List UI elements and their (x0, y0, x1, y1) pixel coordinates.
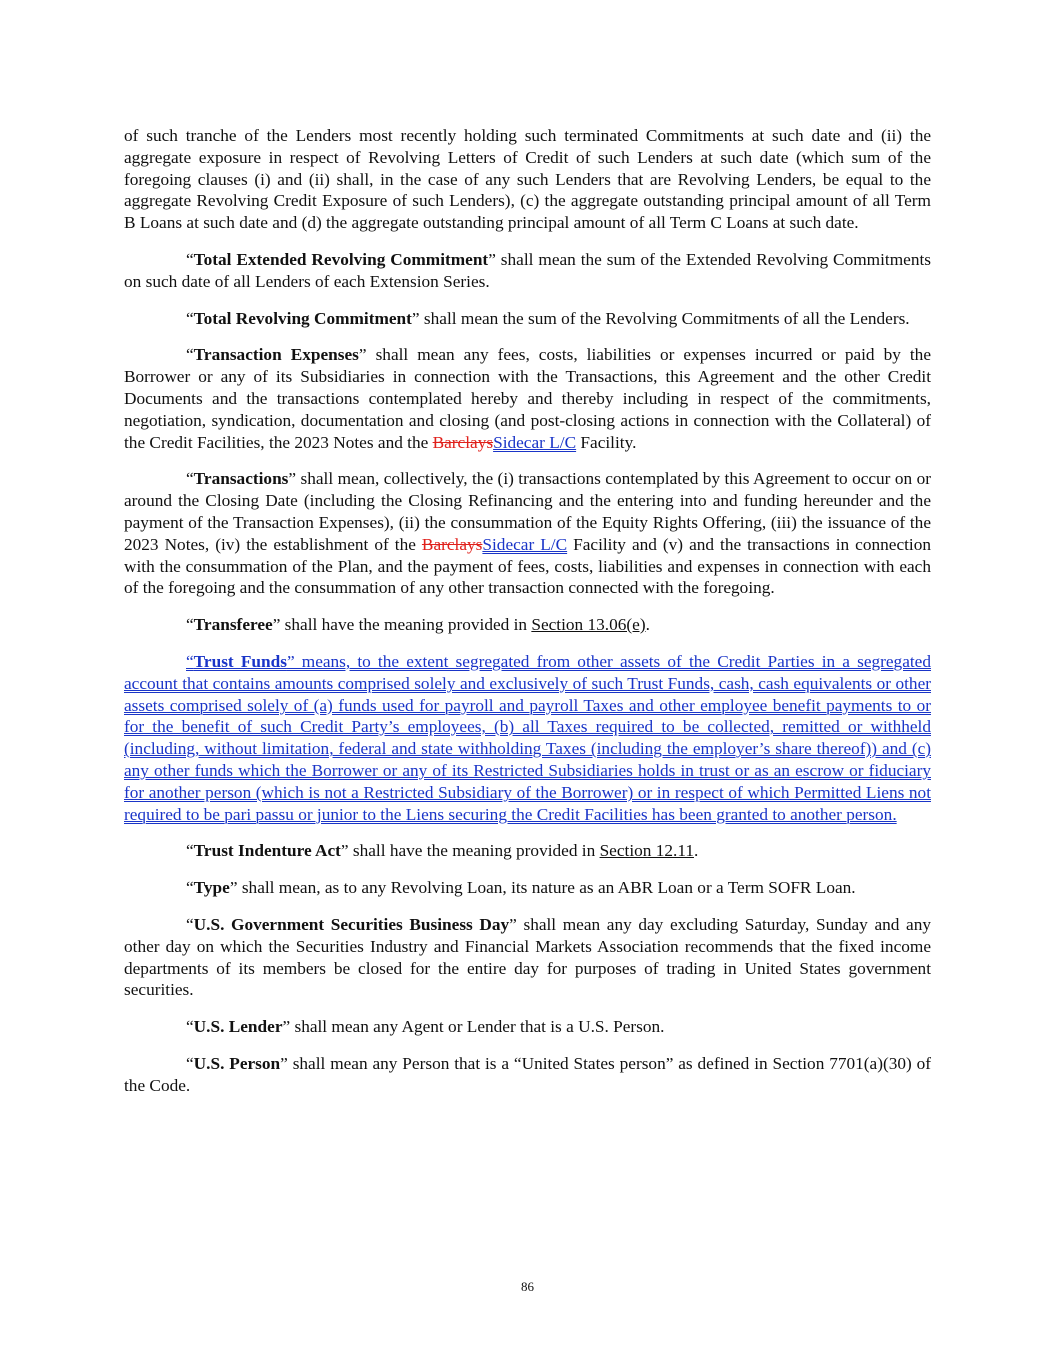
deleted-text: Barclays (421, 534, 483, 554)
definition-text: ” shall have the meaning provided in (272, 615, 532, 635)
definition-tail: . (645, 615, 650, 635)
open-quote: “ (186, 841, 194, 861)
definition-total-revolving-commitment (124, 308, 931, 330)
defined-term: Type (193, 878, 230, 898)
open-quote: “ (186, 308, 194, 328)
definition-text: ” shall mean, collectively, the (i) transactions contemplated by this Agreement to occur on or around the Closing Date (including the Closing Refinancing and the entering into and funding hereunder and the payment of the Transaction Expenses), (ii) the consummation of the Equity Rights Offering, (iii) the issuance of the 2023 Notes, (iv) the establishment of the (124, 469, 931, 554)
definition-us-lender (124, 1016, 931, 1038)
defined-term: U.S. Government Securities Business Day (193, 914, 510, 934)
deleted-text: Barclays (432, 432, 494, 452)
defined-term: U.S. Lender (193, 1017, 283, 1037)
defined-term: Transferee (193, 615, 273, 635)
open-quote: “ (186, 345, 194, 365)
definition-total-extended-revolving-commitment (124, 249, 931, 293)
definition-text: ” shall mean any Person that is a “United States person” as defined in Section 7701(a)(30) of the Code. (124, 1053, 931, 1095)
definition-tail: Facility. (576, 432, 637, 452)
section-reference: Section 13.06(e) (531, 615, 646, 635)
inserted-text: Sidecar L/C (482, 534, 568, 554)
open-quote: “ (186, 878, 194, 898)
definition-text: ” shall mean any Agent or Lender that is a U.S. Person. (282, 1017, 665, 1037)
definition-trust-indenture-act (124, 840, 931, 862)
open-quote: “ (186, 914, 194, 934)
open-quote: “ (186, 1017, 194, 1037)
open-quote: “ (186, 249, 194, 269)
defined-term: Transactions (193, 469, 289, 489)
definition-us-government-securities-business-day (124, 914, 931, 1001)
open-quote: “ (186, 615, 194, 635)
definition-text: ” shall mean, as to any Revolving Loan, its nature as an ABR Loan or a Term SOFR Loan. (229, 878, 856, 898)
definition-trust-funds-inserted (124, 651, 931, 825)
defined-term: Transaction Expenses (193, 345, 359, 365)
definition-transaction-expenses (124, 344, 931, 453)
definition-transferee (124, 614, 931, 636)
defined-term: Trust Funds (193, 651, 287, 671)
open-quote: “ (186, 1053, 194, 1073)
section-reference: Section 12.11 (599, 841, 694, 861)
paragraph-text: of such tranche of the Lenders most recently holding such terminated Commitments at such date and (ii) the aggregate exposure in respect of Revolving Letters of Credit of such Lenders at such date (which sum of the foregoing clauses (i) and (ii) shall, in the case of any such Lenders that are Revolving Lenders, be equal to the aggregate Revolving Credit Exposure of such Lenders), (c) the aggregate outstanding principal amount of all Term B Loans at such date and (d) the aggregate outstanding principal amount of all Term C Loans at such date. (124, 126, 931, 233)
definition-text: ” shall mean any fees, costs, liabilities or expenses incurred or paid by the Borrower or any of its Subsidiaries in connection with the Transactions, this Agreement and the other Credit Documents and the transactions contemplated hereby and thereby including in respect of the commitments, negotiation, syndication, documentation and closing (and post-closing actions in connection with the Collateral) of the Credit Facilities, the 2023 Notes and the (124, 345, 931, 452)
document-page (124, 125, 931, 1111)
open-quote: “ (186, 651, 194, 671)
definition-transactions (124, 468, 931, 599)
definition-text: ” shall mean any day excluding Saturday, Sunday and any other day on which the Securities Industry and Financial Markets Association recommends that the fixed income departments of its members be closed for the entire day for purposes of trading in United States government securities. (124, 914, 931, 1000)
defined-term: Total Revolving Commitment (193, 308, 412, 328)
defined-term: U.S. Person (193, 1053, 281, 1073)
inserted-text: Sidecar L/C (493, 432, 577, 452)
open-quote: “ (186, 469, 194, 489)
defined-term: Total Extended Revolving Commitment (193, 249, 489, 269)
definition-type (124, 877, 931, 899)
paragraph-continuation (124, 125, 931, 234)
definition-text: ” shall mean the sum of the Revolving Commitments of all the Lenders. (411, 308, 910, 328)
defined-term: Trust Indenture Act (193, 841, 341, 861)
definition-text: ” shall have the meaning provided in (340, 841, 600, 861)
definition-tail: . (693, 841, 699, 861)
definition-tail: Facility and (v) and the transactions in connection with the consummation of the Plan, and the payment of fees, costs, liabilities and expenses in connection with each of the foregoing and the consummation of any other transaction connected with the foregoing. (124, 534, 931, 598)
definition-text: ” shall mean the sum of the Extended Revolving Commitments on such date of all Lenders of each Extension Series. (124, 249, 931, 291)
page-number: 86 (521, 1279, 534, 1294)
definition-text: ” means, to the extent segregated from other assets of the Credit Parties in a segregated account that contains amounts comprised solely and exclusively of such Trust Funds, cash, cash equivalents or other assets comprised solely of (a) funds used for payroll and payroll Taxes and other employee benefit payments to or for the benefit of such Credit Party’s employees, (b) all Taxes required to be collected, remitted or withheld (including, without limitation, federal and state withholding Taxes (including the employer’s share thereof)) and (c) any other funds which the Borrower or any of its Restricted Subsidiaries holds in trust or as an escrow or fiduciary for another person (which is not a Restricted Subsidiary of the Borrower) or in respect of which Permitted Liens not required to be pari passu or junior to the Liens securing the Credit Facilities has been granted to another person. (124, 651, 931, 824)
definition-us-person (124, 1053, 931, 1097)
